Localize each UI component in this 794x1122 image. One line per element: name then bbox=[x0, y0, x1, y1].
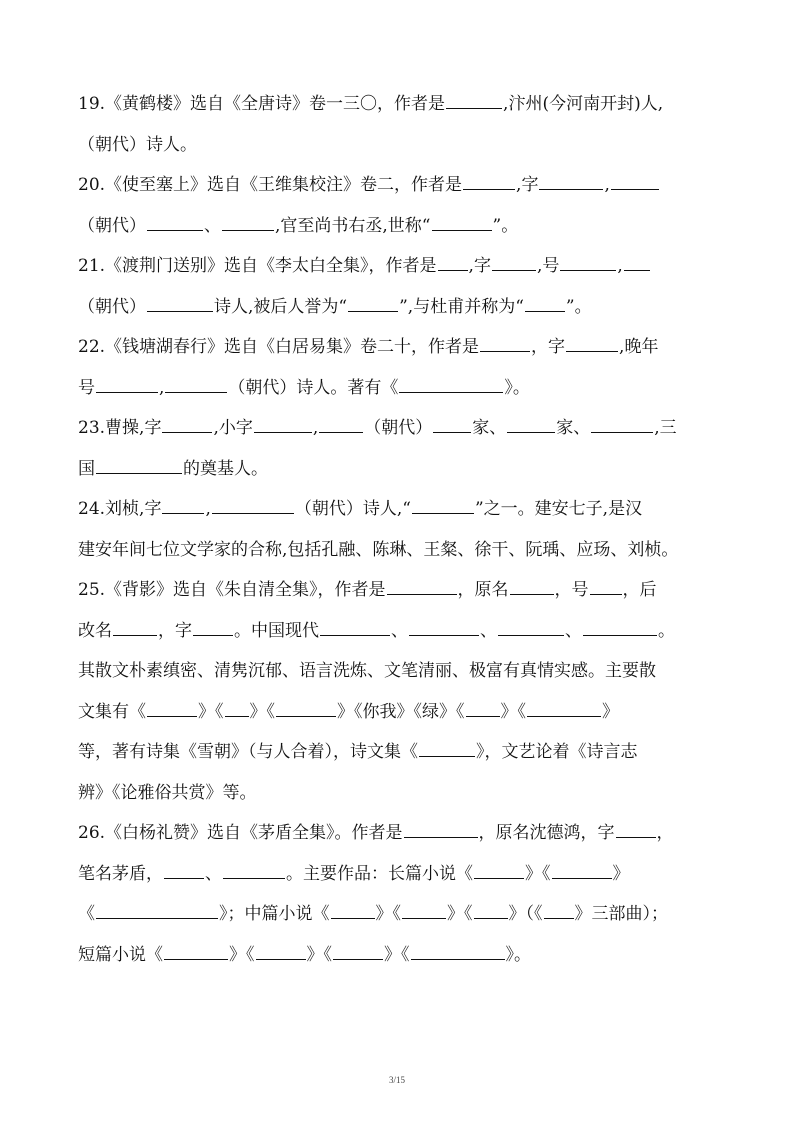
fill-in-blank bbox=[566, 337, 618, 352]
text-segment: ，字 bbox=[158, 620, 192, 641]
fill-in-blank bbox=[164, 864, 204, 879]
text-segment: 改名 bbox=[78, 620, 112, 641]
text-segment: 》《 bbox=[306, 944, 332, 965]
text-segment: 《 bbox=[78, 904, 95, 924]
text-segment: 》《 bbox=[525, 863, 551, 884]
text-segment: ,三 bbox=[654, 418, 677, 438]
text-segment: 21.《渡荆门送别》选自《李太白全集》，作者是 bbox=[78, 256, 437, 276]
fill-in-blank bbox=[164, 945, 228, 960]
text-segment: ，原名沈德鸿，字 bbox=[478, 823, 615, 843]
text-line bbox=[78, 732, 738, 773]
text-segment: 。 bbox=[658, 620, 675, 641]
text-segment: 》。 bbox=[505, 944, 531, 965]
text-segment: 26.《白杨礼赞》选自《茅盾全集》。作者是 bbox=[78, 823, 403, 843]
text-segment: ,小字 bbox=[213, 418, 253, 438]
fill-in-blank bbox=[348, 297, 398, 312]
fill-in-blank bbox=[591, 418, 653, 433]
text-segment: 、 bbox=[480, 620, 497, 641]
text-line bbox=[78, 894, 738, 935]
fill-in-blank bbox=[319, 418, 363, 433]
text-segment: ”。 bbox=[565, 296, 592, 317]
fill-in-blank bbox=[498, 621, 564, 636]
text-segment: ， bbox=[656, 823, 674, 843]
text-line bbox=[78, 246, 738, 287]
text-line bbox=[78, 408, 738, 449]
text-segment: 诗人,被后人誉为“ bbox=[214, 296, 348, 317]
text-segment: 》 bbox=[612, 863, 630, 884]
fill-in-blank bbox=[539, 175, 603, 190]
text-segment: 22.《钱塘湖春行》选自《白居易集》卷二十，作者是 bbox=[78, 337, 480, 357]
text-segment: 辨》《论雅俗共赏》等。 bbox=[78, 782, 257, 803]
text-segment: 》《 bbox=[198, 701, 224, 722]
text-segment: ，后 bbox=[622, 580, 657, 600]
text-segment: , bbox=[617, 256, 623, 276]
text-line bbox=[78, 287, 738, 328]
fill-in-blank bbox=[404, 823, 478, 838]
text-line bbox=[78, 449, 738, 490]
fill-in-blank bbox=[611, 175, 659, 190]
fill-in-blank bbox=[147, 297, 213, 312]
fill-in-blank bbox=[96, 459, 182, 474]
text-segment: 其散文朴素缜密、清隽沉郁、语言洗炼、文笔清丽、极富有真情实感。主要散 bbox=[78, 661, 656, 681]
text-segment: 》《 bbox=[375, 904, 401, 924]
text-segment: 24.刘桢,字 bbox=[78, 499, 162, 519]
fill-in-blank bbox=[492, 256, 536, 271]
fill-in-blank bbox=[411, 945, 505, 960]
fill-in-blank bbox=[560, 256, 616, 271]
text-line bbox=[78, 327, 738, 368]
text-segment: （朝代） bbox=[78, 296, 146, 317]
fill-in-blank bbox=[552, 864, 612, 879]
text-segment: 》《 bbox=[249, 701, 275, 722]
fill-in-blank bbox=[507, 418, 555, 433]
fill-in-blank bbox=[254, 418, 312, 433]
text-line bbox=[78, 206, 738, 247]
fill-in-blank bbox=[480, 337, 530, 352]
text-line bbox=[78, 773, 738, 814]
fill-in-blank bbox=[225, 702, 249, 717]
text-segment: 、 bbox=[204, 215, 221, 236]
text-line bbox=[78, 651, 738, 692]
text-line bbox=[78, 84, 738, 125]
fill-in-blank bbox=[333, 945, 383, 960]
fill-in-blank bbox=[212, 499, 294, 514]
fill-in-blank bbox=[412, 499, 474, 514]
text-line bbox=[78, 489, 738, 530]
text-segment: 19.《黄鹤楼》选自《全唐诗》卷一三〇，作者是 bbox=[78, 94, 446, 114]
text-segment: （朝代）诗人。著有《 bbox=[228, 377, 399, 398]
fill-in-blank bbox=[162, 418, 212, 433]
text-segment: 、 bbox=[391, 620, 408, 641]
fill-in-blank bbox=[402, 904, 446, 919]
text-segment: 文集有《 bbox=[78, 701, 146, 722]
text-segment: 。主要作品：长篇小说《 bbox=[286, 863, 473, 884]
text-segment: 等，著有诗集《雪朝》（与人合着），诗文集《 bbox=[78, 742, 418, 762]
fill-in-blank bbox=[147, 216, 203, 231]
fill-in-blank bbox=[433, 418, 471, 433]
text-line bbox=[78, 854, 738, 895]
fill-in-blank bbox=[113, 621, 157, 636]
text-line bbox=[78, 125, 738, 166]
text-segment: （朝代） bbox=[78, 215, 146, 236]
text-segment: 25.《背影》选自《朱自清全集》，作者是 bbox=[78, 580, 386, 600]
fill-in-blank bbox=[446, 94, 502, 109]
fill-in-blank bbox=[525, 297, 565, 312]
text-segment: （朝代） bbox=[364, 418, 433, 438]
text-segment: 号 bbox=[78, 377, 95, 398]
text-segment: ，号 bbox=[554, 580, 589, 600]
text-segment: ,号 bbox=[536, 256, 560, 276]
text-segment: 》；中篇小说《 bbox=[219, 904, 330, 924]
text-segment: ”之一。建安七子,是汉 bbox=[474, 499, 643, 519]
text-segment: 的奠基人。 bbox=[183, 458, 268, 479]
text-line bbox=[78, 813, 738, 854]
fill-in-blank bbox=[165, 378, 227, 393]
fill-in-blank bbox=[162, 499, 204, 514]
fill-in-blank bbox=[96, 378, 158, 393]
text-segment: 》《你我》《绿》《 bbox=[337, 701, 465, 722]
fill-in-blank bbox=[320, 621, 390, 636]
text-segment: 》《 bbox=[500, 701, 526, 722]
text-segment: 国 bbox=[78, 458, 95, 479]
text-line bbox=[78, 570, 738, 611]
text-line bbox=[78, 530, 738, 571]
text-segment: , bbox=[205, 499, 211, 519]
text-segment: 》《 bbox=[447, 904, 473, 924]
text-segment: ,晚年 bbox=[619, 337, 659, 357]
text-segment: ，字 bbox=[531, 337, 566, 357]
fill-in-blank bbox=[222, 216, 274, 231]
text-segment: 》（《 bbox=[508, 904, 543, 924]
text-segment: 23.曹操,字 bbox=[78, 418, 162, 438]
fill-in-blank bbox=[276, 702, 336, 717]
fill-in-blank bbox=[193, 621, 233, 636]
fill-in-blank bbox=[463, 175, 515, 190]
text-segment: 短篇小说《 bbox=[78, 944, 163, 965]
text-segment: ,字 bbox=[516, 175, 539, 195]
text-segment: 》三部曲）； bbox=[574, 904, 668, 924]
text-segment: 家、 bbox=[472, 418, 507, 438]
fill-in-blank bbox=[387, 580, 457, 595]
text-line bbox=[78, 611, 738, 652]
text-segment: （朝代）诗人。 bbox=[78, 134, 197, 155]
text-segment: 》《 bbox=[229, 944, 255, 965]
document-body bbox=[78, 84, 738, 975]
text-segment: 、 bbox=[205, 863, 222, 884]
fill-in-blank bbox=[583, 621, 657, 636]
text-segment: ,字 bbox=[468, 256, 491, 276]
fill-in-blank bbox=[624, 256, 650, 271]
text-segment: 、 bbox=[565, 620, 582, 641]
fill-in-blank bbox=[96, 904, 218, 919]
fill-in-blank bbox=[527, 702, 601, 717]
fill-in-blank bbox=[432, 216, 492, 231]
text-segment: ,官至尚书右丞,世称“ bbox=[275, 215, 431, 236]
text-segment: ”。 bbox=[492, 215, 519, 236]
text-segment: ，原名 bbox=[457, 580, 509, 600]
fill-in-blank bbox=[409, 621, 479, 636]
fill-in-blank bbox=[474, 864, 524, 879]
fill-in-blank bbox=[147, 702, 197, 717]
fill-in-blank bbox=[590, 580, 622, 595]
text-segment: 》。 bbox=[504, 377, 530, 398]
fill-in-blank bbox=[223, 864, 285, 879]
text-segment: , bbox=[604, 175, 610, 195]
text-line bbox=[78, 368, 738, 409]
fill-in-blank bbox=[256, 945, 306, 960]
text-line bbox=[78, 165, 738, 206]
text-segment: 建安年间七位文学家的合称,包括孔融、陈琳、王粲、徐干、阮瑀、应玚、刘桢。 bbox=[78, 539, 679, 560]
fill-in-blank bbox=[438, 256, 468, 271]
text-segment: （朝代）诗人,“ bbox=[294, 499, 411, 519]
text-segment: ,汴州(今河南开封)人, bbox=[503, 94, 664, 114]
text-segment: 》《 bbox=[384, 944, 410, 965]
text-segment: ”,与杜甫并称为“ bbox=[399, 296, 524, 317]
text-segment: 20.《使至塞上》选自《王维集校注》卷二，作者是 bbox=[78, 175, 463, 195]
text-segment: , bbox=[159, 377, 165, 398]
page-number: 3/15 bbox=[388, 1075, 405, 1085]
text-segment: 。中国现代 bbox=[234, 620, 319, 641]
text-segment: 》 bbox=[602, 701, 619, 722]
fill-in-blank bbox=[510, 580, 554, 595]
text-line bbox=[78, 692, 738, 733]
fill-in-blank bbox=[399, 378, 503, 393]
fill-in-blank bbox=[474, 904, 508, 919]
text-line bbox=[78, 935, 738, 976]
text-segment: , bbox=[312, 418, 319, 438]
fill-in-blank bbox=[331, 904, 375, 919]
fill-in-blank bbox=[466, 702, 500, 717]
text-segment: 笔名茅盾， bbox=[78, 863, 163, 884]
text-segment: 家、 bbox=[556, 418, 591, 438]
fill-in-blank bbox=[419, 742, 475, 757]
fill-in-blank bbox=[616, 823, 656, 838]
text-segment: 》，文艺论着《诗言志 bbox=[476, 742, 638, 762]
fill-in-blank bbox=[544, 904, 574, 919]
